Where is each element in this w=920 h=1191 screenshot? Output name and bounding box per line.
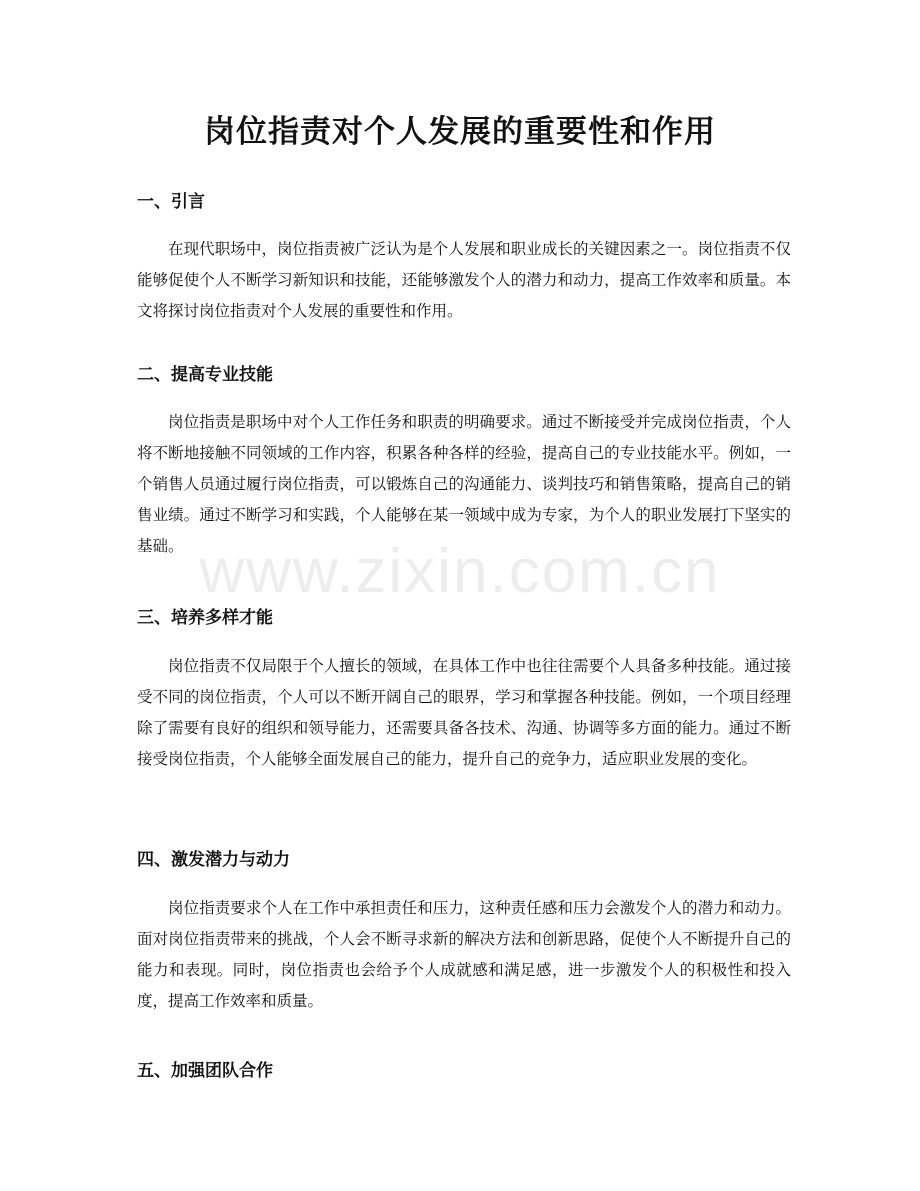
section-paragraph-potential: 岗位指责要求个人在工作中承担责任和压力，这种责任感和压力会激发个人的潜力和动力。面对岗位指责带来的挑战，个人会不断寻求新的解决方法和创新思路，促使个人不断提升自己的能力和表现。同时，岗位指责也会给予个人成就感和满足感，进一步激发个人的积极性和投入度，提高工作效率和质量。 <box>137 899 791 1010</box>
section-paragraph-intro: 在现代职场中，岗位指责被广泛认为是个人发展和职业成长的关键因素之一。岗位指责不仅能够促使个人不断学习新知识和技能，还能够激发个人的潜力和动力，提高工作效率和质量。本文将探讨岗位指责对个人发展的重要性和作用。 <box>137 240 791 320</box>
section-heading-teamwork: 五、加强团队合作 <box>137 1061 273 1081</box>
document-title: 岗位指责对个人发展的重要性和作用 <box>204 114 716 150</box>
watermark: www.zixin.com.cn <box>199 537 721 606</box>
section-heading-skills: 二、提高专业技能 <box>137 365 273 385</box>
section-heading-potential: 四、激发潜力与动力 <box>137 850 290 870</box>
section-heading-intro: 一、引言 <box>137 192 205 212</box>
section-heading-talents: 三、培养多样才能 <box>137 608 273 628</box>
section-paragraph-talents: 岗位指责不仅局限于个人擅长的领域，在具体工作中也往往需要个人具备多种技能。通过接受不同的岗位指责，个人可以不断开阔自己的眼界，学习和掌握各种技能。例如，一个项目经理除了需要有良好的组织和领导能力，还需要具备各技术、沟通、协调等多方面的能力。通过不断接受岗位指责，个人能够全面发展自己的能力，提升自己的竞争力，适应职业发展的变化。 <box>137 657 791 768</box>
section-paragraph-skills: 岗位指责是职场中对个人工作任务和职责的明确要求。通过不断接受并完成岗位指责，个人将不断地接触不同领域的工作内容，积累各种各样的经验，提高自己的专业技能水平。例如，一个销售人员通过履行岗位指责，可以锻炼自己的沟通能力、谈判技巧和销售策略，提高自己的销售业绩。通过不断学习和实践，个人能够在某一领域中成为专家，为个人的职业发展打下坚实的基础。 <box>137 413 791 555</box>
